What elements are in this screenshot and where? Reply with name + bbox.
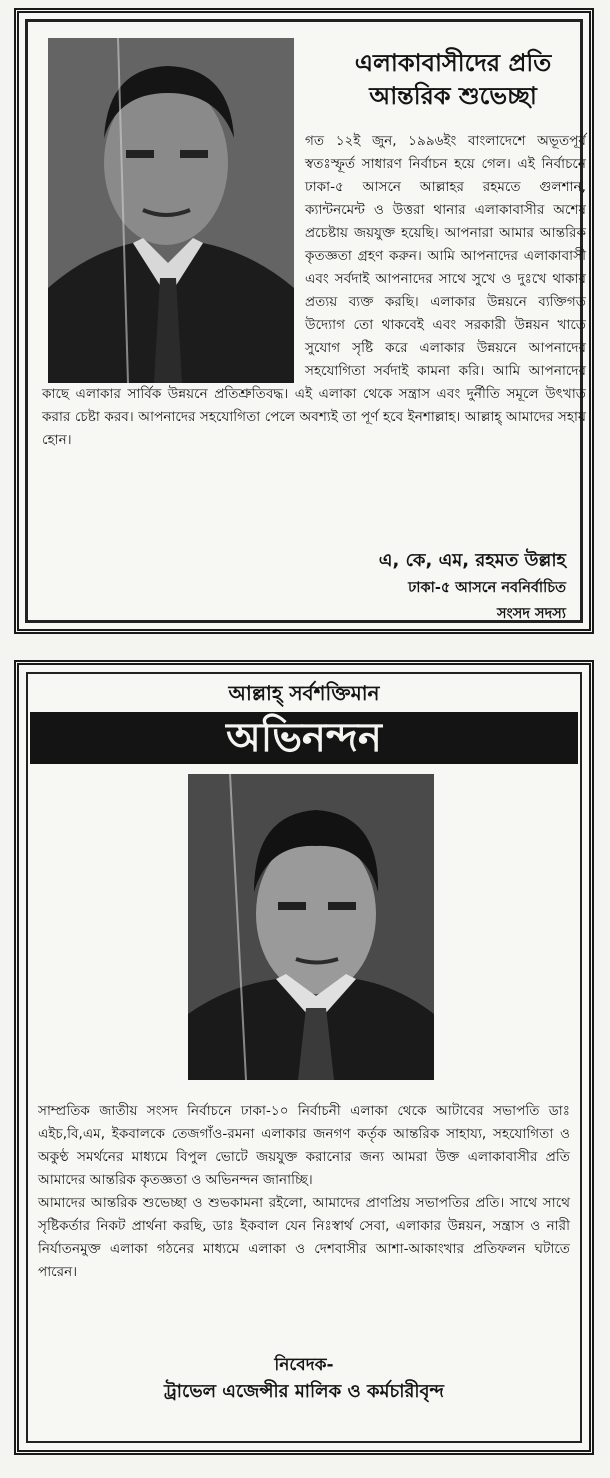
photo-wrap-space	[42, 130, 305, 379]
congratulation-body-text	[38, 1100, 570, 1284]
signature-title-line1: ঢাকা-৫ আসনে নবনির্বাচিত	[408, 580, 566, 596]
greeting-body: গত ১২ই জুন, ১৯৯৬ইং বাংলাদেশে অভূতপূর্ব স্বতঃস্ফূর্ত সাধারণ নির্বাচন হয়ে গেল। এই নির্বাচনে ঢাকা-৫ আসনে আল্লাহর রহমতে গুলশান, ক্যান্টনমেন্ট ও উত্তরা থানার এলাকাবাসীর অশেষ প্রচেষ্টায় জয়যুক্ত হয়েছি। আপনারা আমার আন্তরিক কৃতজ্ঞতা গ্রহণ করুন। আমি আপনাদের এলাকাবাসী এবং সর্বদাই আপনাদের সাথে সুখে ও দুঃখে থাকার প্রত্যয় ব্যক্ত করছি। এলাকার উন্নয়নে ব্যক্তিগত উদ্যোগ তো থাকবেই এবং সরকারী উন্নয়ন খাতে সুযোগ সৃষ্টি করে এলাকার উন্নয়নে আপনাদের সহযোগিতা সর্বদাই কামনা করি। আমি আপনাদের কাছে এলাকার সার্বিক উন্নয়নে প্রতিশ্রুতিবদ্ধ। এই এলাকা থেকে সন্ত্রাস এবং দুর্নীতি সমূলে উৎখাত করার চেষ্টা করব। আপনাদের সহযোগিতা পেলে অবশ্যই তা পূর্ণ হবে ইনশাল্লাহ। আল্লাহ্ আমাদের সহায় হোন।	[42, 133, 586, 448]
greeting-advertisement	[14, 8, 594, 634]
greeting-signature	[379, 547, 566, 627]
presenter-label: নিবেদক-	[274, 1355, 334, 1375]
congratulation-banner: অভিনন্দন	[30, 712, 578, 764]
portrait-photo-president	[188, 774, 434, 1080]
presenter-name: ট্রাভেল এজেন্সীর মালিক ও কর্মচারীবৃন্দ	[163, 1381, 444, 1402]
congratulation-ad-frame	[26, 672, 582, 1443]
congratulation-paragraph-2: আমাদের আন্তরিক শুভেচ্ছা ও শুভকামনা রইলো, আমাদের প্রাণপ্রিয় সভাপতির প্রতি। সাথে সাথে সৃষ্টিকর্তার নিকট প্রার্থনা করছি, ডাঃ ইকবাল যেন নিঃস্বার্থ সেবা, এলাকার উন্নয়ন, সন্ত্রাস ও নারী নির্যাতনমুক্ত এলাকা গঠনের মাধ্যমে এলাকা ও দেশবাসীর আশা-আকাংখার প্রতিফলন ঘটাতে পারেন।	[38, 1195, 570, 1280]
congratulation-paragraph-1: সাম্প্রতিক জাতীয় সংসদ নির্বাচনে ঢাকা-১০ নির্বাচনী এলাকা থেকে আটাবের সভাপতি ডাঃ এইচ,বি,এম, ইকবালকে তেজগাঁও-রমনা এলাকার জনগণ কর্তৃক আন্তরিক সাহায্য, সহযোগিতা ও অকুণ্ঠ সমর্থনের মাধ্যমে বিপুল ভোটে জয়যুক্ত করানোর জন্য আমরা উক্ত এলাকাবাসীর প্রতি আমাদের আন্তরিক কৃতজ্ঞতা ও অভিনন্দন জানাচ্ছি।	[38, 1103, 570, 1188]
presenter-block	[28, 1352, 580, 1406]
congratulation-advertisement	[14, 660, 594, 1455]
greeting-ad-frame	[25, 19, 586, 623]
signature-title-line2: সংসদ সদস্য	[496, 606, 566, 622]
greeting-headline: এলাকাবাসীদের প্রতি আন্তরিক শুভেচ্ছা	[354, 49, 552, 110]
signature-name: এ, কে, এম, রহমত উল্লাহ	[378, 550, 566, 571]
greeting-body-text	[42, 130, 586, 452]
invocation-line: আল্লাহ্ সর্বশক্তিমান	[228, 681, 380, 705]
